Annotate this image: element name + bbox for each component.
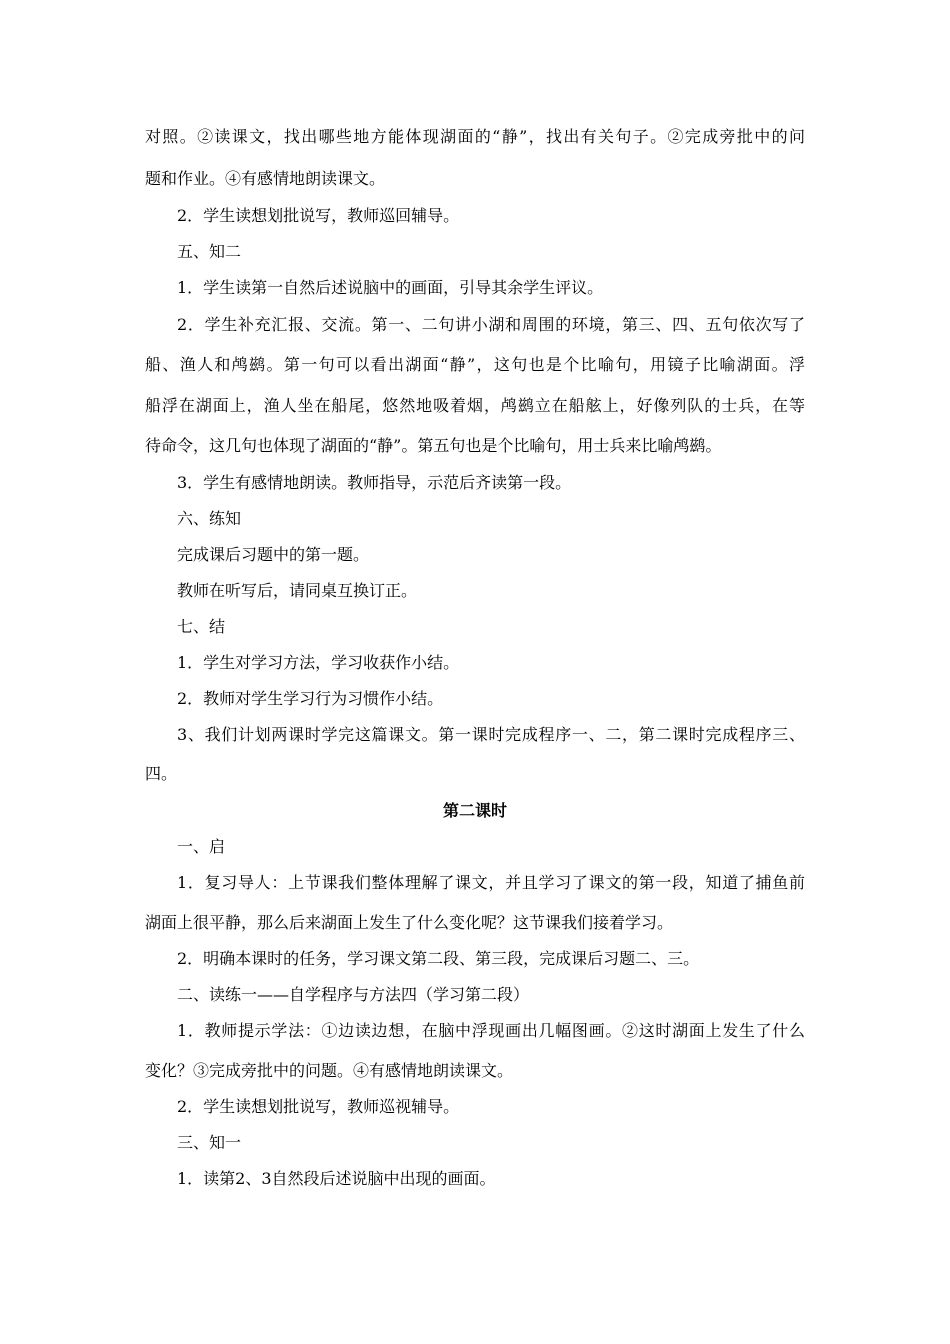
paragraph-line: 湖面上很平静，那么后来湖面上发生了什么变化呢？这节课我们接着学习。 <box>145 913 674 932</box>
paragraph-line: 待命令，这几句也体现了湖面的“静”。第五句也是个比喻句，用士兵来比喻鸬鹚。 <box>145 436 722 455</box>
paragraph-line: 教师在听写后，请同桌互换订正。 <box>177 581 418 600</box>
paragraph-line: 完成课后习题中的第一题。 <box>177 545 370 564</box>
section-heading: 二、读练一——自学程序与方法四（学习第二段） <box>177 985 530 1004</box>
paragraph-line: 2．学生读想划批说写，教师巡视辅导。 <box>177 1097 460 1116</box>
paragraph-line: 2．学生读想划批说写，教师巡回辅导。 <box>177 206 460 225</box>
paragraph-line: 变化？③完成旁批中的问题。④有感情地朗读课文。 <box>145 1061 514 1080</box>
section-heading: 一、启 <box>177 837 226 856</box>
paragraph-line: 船浮在湖面上，渔人坐在船尾，悠然地吸着烟，鸬鹚立在船舷上，好像列队的士兵，在等 <box>145 396 805 415</box>
paragraph-line: 2．明确本课时的任务，学习课文第二段、第三段，完成课后习题二、三。 <box>177 949 700 968</box>
paragraph-line: 1．复习导人：上节课我们整体理解了课文，并且学习了课文的第一段，知道了捕鱼前 <box>177 873 805 892</box>
section-heading: 六、练知 <box>177 509 242 528</box>
paragraph-line: 对照。②读课文，找出哪些地方能体现湖面的“静”，找出有关句子。②完成旁批中的问 <box>145 127 805 146</box>
section-heading: 五、知二 <box>177 242 242 261</box>
lesson-title: 第二课时 <box>442 801 507 820</box>
paragraph-line: 1．学生读第一自然后述说脑中的画面，引导其余学生评议。 <box>177 278 604 297</box>
paragraph-line: 1．读第2、3自然段后述说脑中出现的画面。 <box>177 1169 496 1188</box>
section-heading: 三、知一 <box>177 1133 242 1152</box>
paragraph-line: 船、渔人和鸬鹚。第一句可以看出湖面“静”，这句也是个比喻句，用镜子比喻湖面。浮 <box>145 355 805 374</box>
paragraph-line: 1．教师提示学法：①边读边想，在脑中浮现画出几幅图画。②这时湖面上发生了什么 <box>177 1021 805 1040</box>
paragraph-line: 3．学生有感情地朗读。教师指导，示范后齐读第一段。 <box>177 473 572 492</box>
paragraph-line: 四。 <box>145 764 178 783</box>
paragraph-line: 2．教师对学生学习行为习惯作小结。 <box>177 689 444 708</box>
paragraph-line: 1．学生对学习方法，学习收获作小结。 <box>177 653 460 672</box>
paragraph-line: 题和作业。④有感情地朗读课文。 <box>145 169 386 188</box>
paragraph-line: 3、我们计划两课时学完这篇课文。第一课时完成程序一、二，第二课时完成程序三、 <box>177 725 805 744</box>
paragraph-line: 2．学生补充汇报、交流。第一、二句讲小湖和周围的环境，第三、四、五句依次写了 <box>177 315 805 334</box>
section-heading: 七、结 <box>177 617 226 636</box>
